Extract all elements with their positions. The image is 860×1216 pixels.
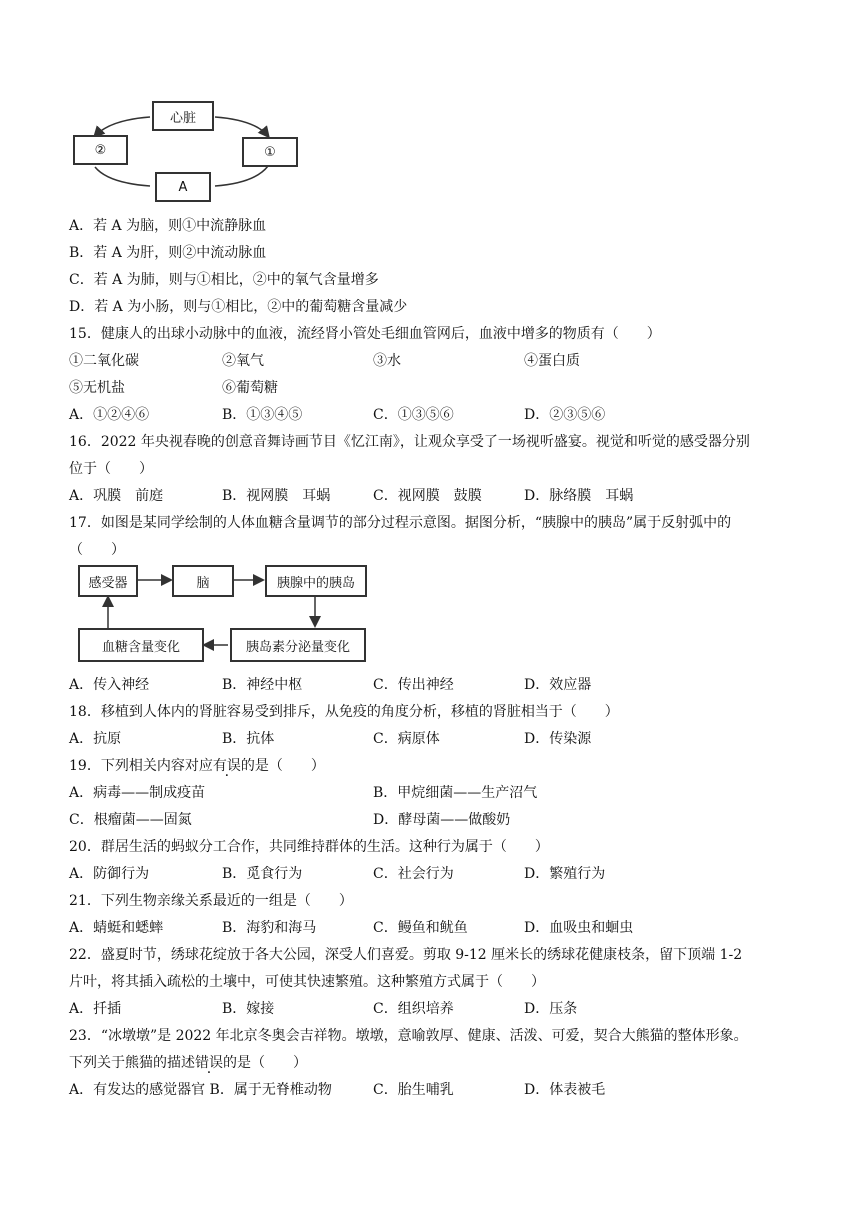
- q23-stem-part2: 的是（ ）: [223, 1055, 307, 1071]
- q17-stem-line2: （ ）: [69, 542, 125, 558]
- q22-option-c: C．组织培养: [373, 1001, 454, 1017]
- q21-option-a: A．蜻蜓和蟋蟀: [69, 920, 164, 936]
- q17-option-a: A．传入神经: [69, 677, 150, 693]
- q17-option-b: B．神经中枢: [222, 677, 303, 693]
- q17-option-d: D．效应器: [524, 677, 592, 693]
- q16-stem-line2: 位于（ ）: [69, 461, 153, 477]
- q20-option-a: A．防御行为: [69, 866, 150, 882]
- q19-option-a: A．病毒——制成疫苗: [69, 785, 206, 801]
- vessel-2-box: ②: [73, 135, 128, 165]
- q17-stem-line1: 17．如图是某同学绘制的人体血糖含量调节的部分过程示意图。据图分析，“胰腺中的胰岛”属于反射弧中的: [69, 515, 732, 531]
- q20-option-d: D．繁殖行为: [524, 866, 606, 882]
- q22-option-b: B．嫁接: [222, 1001, 275, 1017]
- q20-stem: 20．群居生活的蚂蚁分工合作，共同维持群体的生活。这种行为属于（ ）: [69, 839, 549, 855]
- q14-option-a: A．若 A 为脑，则①中流静脉血: [69, 218, 267, 234]
- brain-box: 脑: [172, 565, 234, 597]
- q15-stem: 15．健康人的出球小动脉中的血液，流经肾小管处毛细血管网后，血液中增多的物质有（ ）: [69, 326, 661, 342]
- q15-item-1: ①二氧化碳: [69, 353, 139, 369]
- q19-option-b: B．甲烷细菌——生产沼气: [373, 785, 538, 801]
- q23-stem-line2: [69, 1053, 307, 1073]
- q15-option-b: B．①③④⑤: [222, 407, 303, 423]
- q21-option-c: C．鳗鱼和鱿鱼: [373, 920, 468, 936]
- q19-stem-part1: 19．下列相关内容对应: [69, 758, 213, 774]
- q16-stem-line1: 16．2022 年央视春晚的创意音舞诗画节目《忆江南》，让观众享受了一场视听盛宴。视觉和听觉的感受器分别: [69, 434, 750, 450]
- q18-option-c: C．病原体: [373, 731, 440, 747]
- q19-stem-emphasis: 有误: [212, 758, 241, 774]
- q19-stem-part2: 的是（ ）: [240, 758, 325, 774]
- q14-option-b: B．若 A 为肝，则②中流动脉血: [69, 245, 267, 261]
- q15-item-2: ②氧气: [222, 353, 264, 369]
- q18-stem: 18．移植到人体内的肾脏容易受到排斥，从免疫的角度分析，移植的肾脏相当于（ ）: [69, 704, 619, 720]
- q22-option-d: D．压条: [524, 1001, 578, 1017]
- q23-stem-part1: 下列关于熊猫的描述: [69, 1055, 195, 1071]
- q15-option-d: D．②③⑤⑥: [524, 407, 606, 423]
- q15-item-6: ⑥葡萄糖: [222, 380, 278, 396]
- q15-item-4: ④蛋白质: [524, 353, 580, 369]
- q17-option-c: C．传出神经: [373, 677, 454, 693]
- q19-stem: [69, 756, 325, 776]
- receptor-box: 感受器: [78, 565, 138, 597]
- q19-option-d: D．酵母菌——做酸奶: [373, 812, 511, 828]
- q18-option-d: D．传染源: [524, 731, 592, 747]
- q19-option-c: C．根瘤菌——固氮: [69, 812, 192, 828]
- q15-item-3: ③水: [373, 353, 401, 369]
- islet-box: 胰腺中的胰岛: [265, 565, 367, 597]
- q20-option-c: C．社会行为: [373, 866, 454, 882]
- q21-option-b: B．海豹和海马: [222, 920, 317, 936]
- insulin-box: 胰岛素分泌量变化: [230, 628, 366, 662]
- q23-option-a-b: A．有发达的感觉器官 B．属于无脊椎动物: [69, 1082, 332, 1098]
- q23-stem-emphasis: 错误: [195, 1055, 223, 1071]
- q22-stem-line1: 22．盛夏时节，绣球花绽放于各大公园，深受人们喜爱。剪取 9-12 厘米长的绣球花健康枝条，留下顶端 1-2: [69, 947, 743, 963]
- q14-option-c: C．若 A 为肺，则与①相比，②中的氧气含量增多: [69, 272, 379, 288]
- q18-option-b: B．抗体: [222, 731, 275, 747]
- organ-a-box: A: [155, 172, 211, 202]
- q16-option-a: A．巩膜 前庭: [69, 488, 164, 504]
- q21-option-d: D．血吸虫和蛔虫: [524, 920, 634, 936]
- q15-item-5: ⑤无机盐: [69, 380, 125, 396]
- q21-stem: 21．下列生物亲缘关系最近的一组是（ ）: [69, 893, 353, 909]
- heart-box: 心脏: [152, 101, 214, 131]
- q16-option-d: D．脉络膜 耳蜗: [524, 488, 634, 504]
- q16-option-b: B．视网膜 耳蜗: [222, 488, 331, 504]
- q14-option-d: D．若 A 为小肠，则与①相比，②中的葡萄糖含量减少: [69, 299, 408, 315]
- q23-stem-line1: 23．“冰墩墩”是 2022 年北京冬奥会吉祥物。墩墩，意喻敦厚、健康、活泼、可爱，契合大熊猫的整体形象。: [69, 1028, 748, 1044]
- q20-option-b: B．觅食行为: [222, 866, 303, 882]
- q15-option-a: A．①②④⑥: [69, 407, 150, 423]
- q22-option-a: A．扦插: [69, 1001, 122, 1017]
- glucose-box: 血糖含量变化: [78, 628, 204, 662]
- vessel-1-box: ①: [242, 137, 298, 167]
- q15-option-c: C．①③⑤⑥: [373, 407, 454, 423]
- q16-option-c: C．视网膜 鼓膜: [373, 488, 482, 504]
- q22-stem-line2: 片叶，将其插入疏松的土壤中，可使其快速繁殖。这种繁殖方式属于（ ）: [69, 974, 545, 990]
- q23-option-d: D．体表被毛: [524, 1082, 606, 1098]
- q18-option-a: A．抗原: [69, 731, 122, 747]
- q23-option-c: C．胎生哺乳: [373, 1082, 454, 1098]
